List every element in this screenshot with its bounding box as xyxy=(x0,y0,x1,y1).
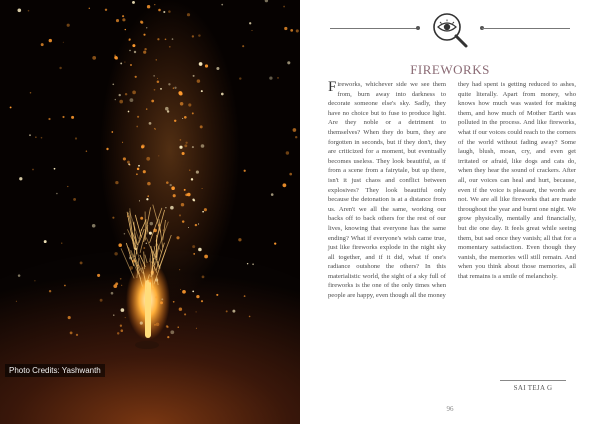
spark xyxy=(182,118,183,119)
header-rule-right xyxy=(482,28,570,29)
spark xyxy=(160,88,162,90)
spark xyxy=(180,289,181,290)
spark xyxy=(49,39,52,42)
header-rule-left xyxy=(330,28,418,29)
spark xyxy=(173,87,174,88)
spark xyxy=(64,285,66,287)
spark xyxy=(122,18,125,21)
spark xyxy=(111,131,113,133)
spark xyxy=(165,207,166,208)
spark xyxy=(289,173,292,176)
spark xyxy=(116,19,119,22)
spark xyxy=(143,34,145,36)
text-column-1 xyxy=(328,80,446,301)
spark xyxy=(118,243,122,247)
spark xyxy=(269,76,272,79)
spark xyxy=(120,62,122,64)
spark xyxy=(123,157,126,160)
spark xyxy=(155,296,157,298)
spark xyxy=(226,310,228,312)
right-page xyxy=(300,0,600,424)
spark xyxy=(296,29,299,32)
spark xyxy=(165,38,167,40)
spark xyxy=(160,301,163,304)
spark xyxy=(179,269,180,270)
spark xyxy=(161,298,163,300)
spark xyxy=(174,120,176,122)
spark xyxy=(166,181,169,184)
spark xyxy=(141,144,145,148)
spark xyxy=(157,81,160,84)
spark xyxy=(113,315,114,316)
spark xyxy=(185,142,187,144)
spark xyxy=(202,188,203,189)
spark xyxy=(62,116,64,118)
spark xyxy=(80,261,83,264)
spark xyxy=(197,79,200,82)
spark xyxy=(56,193,58,195)
spark xyxy=(198,223,199,224)
spark xyxy=(115,99,116,100)
spark xyxy=(89,8,90,9)
spark xyxy=(41,43,44,46)
spark xyxy=(193,75,195,77)
spark xyxy=(106,148,108,150)
header-dot-left xyxy=(416,26,420,30)
spark xyxy=(61,243,62,244)
column-2-text: they had spent is getting reduced to ashes, quite literally. Apart from money, who knows how much was wasted for making them, and how much of Mother Earth was polluted in the process. And like fireworks, what if our voices could reach to the corners of the world without fading away? Some laugh, blush, moan, cry, and even get irritated or afraid, like dogs and cats do, when they hear the sound of crackers. After all, our voices can heal and hurt, because, even if the voice is pleasant, the words are not. We are all like fireworks that are made throughout the year and burnt one night. We grow physically, mentally and financially, but die one day. It feels great while seeing them, but sad once they vanish; all that for a momentary satisfaction. Even though they vanish, the memories will still remain. And when you think about those memories, all that remains is a smile of melancholy. xyxy=(458,81,576,280)
spark xyxy=(122,142,123,143)
spark xyxy=(165,107,169,111)
spark xyxy=(179,146,182,149)
spark xyxy=(156,59,157,60)
spark xyxy=(182,152,185,155)
spark xyxy=(239,77,241,79)
spark xyxy=(192,112,194,114)
spark xyxy=(192,35,194,37)
spark xyxy=(54,168,56,170)
spark xyxy=(295,136,297,138)
spark xyxy=(167,336,169,338)
spark xyxy=(122,15,124,17)
spark xyxy=(163,229,164,230)
spark xyxy=(138,165,140,167)
photo-credit: Photo Credits: Yashwanth xyxy=(5,364,105,377)
spark xyxy=(202,211,204,213)
spark xyxy=(129,38,131,40)
spark xyxy=(125,93,127,95)
spark xyxy=(129,50,130,51)
spark xyxy=(158,155,159,156)
spark xyxy=(139,200,140,201)
spark xyxy=(70,332,73,335)
spark xyxy=(119,94,121,96)
spark xyxy=(244,295,246,297)
spark xyxy=(117,332,119,334)
spark xyxy=(196,295,199,298)
spark xyxy=(192,199,194,201)
column-1-text: ireworks, whichever side we see them from, burn away into darkness to decorate someone else's sky. Sadly, they have no choice but to fuse to produce light. Are they noble or a detriment to themselves? When they do burn, they are forgotten in seconds, but if they don't, they are criticized for a moment, but eventually becomes useless. They look beautiful, as if from a scene from a fairytale, but up there, isn't it just chaos and conflict between explosives? They look beautiful only because the detonation is at a distance from us. Aren't we all the same, working our backs off to back others for the rest of our lives, knowing that everyone has the same ending? What if everyone's wish came true, just like fireworks explode in the night sky all together, and if it did, what if one's radiance outshone the others? In this materialistic world, the sight of a sky full of fireworks is the one of the only times when people are happy, even though all the money xyxy=(328,81,446,300)
spark xyxy=(184,116,187,119)
spark xyxy=(140,322,143,325)
spark xyxy=(287,61,290,64)
spark xyxy=(68,316,71,319)
spark xyxy=(157,38,159,40)
spark xyxy=(286,151,289,154)
spark xyxy=(75,137,77,139)
spark xyxy=(136,126,138,128)
spark xyxy=(251,30,252,31)
spark xyxy=(147,182,151,186)
drop-cap: F xyxy=(328,79,337,95)
spark xyxy=(146,27,147,28)
spark xyxy=(146,157,150,161)
spark xyxy=(189,170,190,171)
spark xyxy=(29,134,31,136)
spark xyxy=(195,224,197,226)
spark xyxy=(63,42,64,43)
spark xyxy=(182,220,184,222)
spark xyxy=(198,248,202,252)
spark xyxy=(112,83,114,85)
spark xyxy=(130,98,134,102)
spark xyxy=(158,9,161,12)
spark xyxy=(41,137,43,139)
spark xyxy=(134,51,136,53)
spark xyxy=(128,111,130,113)
spark xyxy=(135,76,137,78)
spark xyxy=(154,89,156,91)
spark xyxy=(179,307,182,310)
spark xyxy=(154,4,155,5)
spark xyxy=(173,301,175,303)
spark xyxy=(146,198,148,200)
spark xyxy=(293,128,297,132)
spark xyxy=(244,170,246,172)
spark xyxy=(249,22,251,24)
spark xyxy=(125,317,126,318)
spark xyxy=(184,144,187,147)
spark xyxy=(170,184,172,186)
spark xyxy=(18,274,21,277)
spark xyxy=(221,4,223,6)
spark xyxy=(154,324,156,326)
spark xyxy=(149,232,152,235)
spark xyxy=(201,300,203,302)
spark xyxy=(67,24,70,27)
spark xyxy=(97,274,100,277)
spark xyxy=(274,242,276,244)
spark xyxy=(184,189,186,191)
spark xyxy=(221,93,224,96)
spark xyxy=(73,198,76,201)
spark xyxy=(130,64,132,66)
spark xyxy=(121,285,122,286)
spark xyxy=(172,38,174,40)
spark xyxy=(151,100,154,103)
spark xyxy=(216,67,219,70)
spark xyxy=(188,227,189,228)
spark xyxy=(191,178,193,180)
spark xyxy=(242,45,244,47)
spark xyxy=(49,290,51,292)
spark xyxy=(238,238,241,241)
spark xyxy=(283,183,287,187)
spark xyxy=(136,173,138,175)
spark xyxy=(192,245,195,248)
spark xyxy=(120,278,122,280)
spark xyxy=(192,146,194,148)
spark xyxy=(92,224,96,228)
spark xyxy=(35,137,36,138)
spark xyxy=(204,255,208,259)
spark xyxy=(202,276,205,279)
spark xyxy=(32,169,34,171)
spark xyxy=(100,299,103,302)
spark xyxy=(146,243,147,244)
page-header xyxy=(330,10,570,50)
spark xyxy=(28,10,30,12)
spark xyxy=(140,20,143,23)
spark xyxy=(204,208,207,211)
spark xyxy=(71,116,74,119)
spark xyxy=(150,222,153,225)
spark xyxy=(157,78,158,79)
spark xyxy=(198,34,200,36)
spark xyxy=(187,193,191,197)
spark xyxy=(127,161,130,164)
spark xyxy=(59,67,61,69)
spark xyxy=(184,313,186,315)
spark xyxy=(199,62,203,66)
spark xyxy=(178,327,179,328)
text-column-2 xyxy=(458,80,576,281)
spark xyxy=(16,301,17,302)
spark xyxy=(146,108,147,109)
spark xyxy=(92,56,96,60)
spark xyxy=(114,56,117,59)
spark xyxy=(178,91,182,95)
spark xyxy=(196,328,197,329)
spark xyxy=(67,186,68,187)
spark xyxy=(169,46,171,48)
spark xyxy=(201,144,205,148)
spark xyxy=(48,118,50,120)
spark xyxy=(156,323,159,326)
spark xyxy=(143,247,145,249)
spark xyxy=(114,55,116,57)
spark xyxy=(176,236,179,239)
spark xyxy=(137,116,139,118)
spark xyxy=(10,106,12,108)
spark xyxy=(249,316,251,318)
page-number: 96 xyxy=(446,405,454,413)
spark xyxy=(132,44,135,47)
spark xyxy=(163,11,165,13)
spark xyxy=(181,203,184,206)
spark xyxy=(180,139,182,141)
spark xyxy=(124,233,126,235)
spark xyxy=(19,177,22,180)
spark xyxy=(180,102,184,106)
spark xyxy=(137,168,140,171)
spark xyxy=(283,6,285,8)
spark xyxy=(124,62,125,63)
spark xyxy=(216,294,218,296)
spark xyxy=(143,51,146,54)
spark xyxy=(115,181,118,184)
spark xyxy=(179,214,181,216)
spark xyxy=(149,122,152,125)
spark xyxy=(171,186,175,190)
spark xyxy=(170,330,174,334)
spark xyxy=(114,252,117,255)
spark xyxy=(132,1,135,4)
spark xyxy=(143,170,146,173)
spark xyxy=(34,280,35,281)
spark xyxy=(140,217,143,220)
spark xyxy=(125,29,126,30)
spark xyxy=(119,100,123,104)
spark xyxy=(200,125,203,128)
spark xyxy=(192,290,194,292)
spark xyxy=(252,263,254,265)
spark xyxy=(277,77,279,79)
spark xyxy=(149,279,152,282)
author-name: SAI TEJA G xyxy=(513,384,553,392)
article-title: FIREWORKS xyxy=(410,62,490,77)
spark xyxy=(154,75,155,76)
spark xyxy=(17,8,21,12)
spark xyxy=(174,87,176,89)
spark xyxy=(154,128,155,129)
spark xyxy=(205,64,208,67)
spark xyxy=(112,217,114,219)
spark xyxy=(121,329,124,332)
spark xyxy=(182,290,186,294)
spark xyxy=(86,151,87,152)
spark xyxy=(187,13,190,16)
spark xyxy=(173,194,176,197)
spark xyxy=(120,325,122,327)
spark xyxy=(196,171,199,174)
spark xyxy=(247,263,248,264)
spark xyxy=(76,334,78,336)
spark xyxy=(128,163,130,165)
spark xyxy=(30,92,32,94)
spark xyxy=(168,10,171,13)
spark xyxy=(105,9,107,11)
spark xyxy=(168,83,170,85)
spark xyxy=(147,5,150,8)
eye-magnifier-icon xyxy=(430,10,470,50)
spark xyxy=(284,27,287,30)
spark xyxy=(193,253,195,255)
spark xyxy=(111,292,114,295)
spark xyxy=(144,48,146,50)
spark xyxy=(166,325,168,327)
spark xyxy=(188,103,191,106)
spark xyxy=(167,110,169,112)
spark xyxy=(290,29,293,32)
spark xyxy=(147,195,149,197)
spark xyxy=(201,90,203,92)
author-rule xyxy=(500,380,566,381)
spark xyxy=(196,311,197,312)
spark xyxy=(115,282,118,285)
spark xyxy=(271,193,274,196)
spark xyxy=(170,206,174,210)
spark xyxy=(232,310,235,313)
spark xyxy=(132,91,136,95)
spark xyxy=(121,308,125,312)
spark xyxy=(44,240,47,243)
